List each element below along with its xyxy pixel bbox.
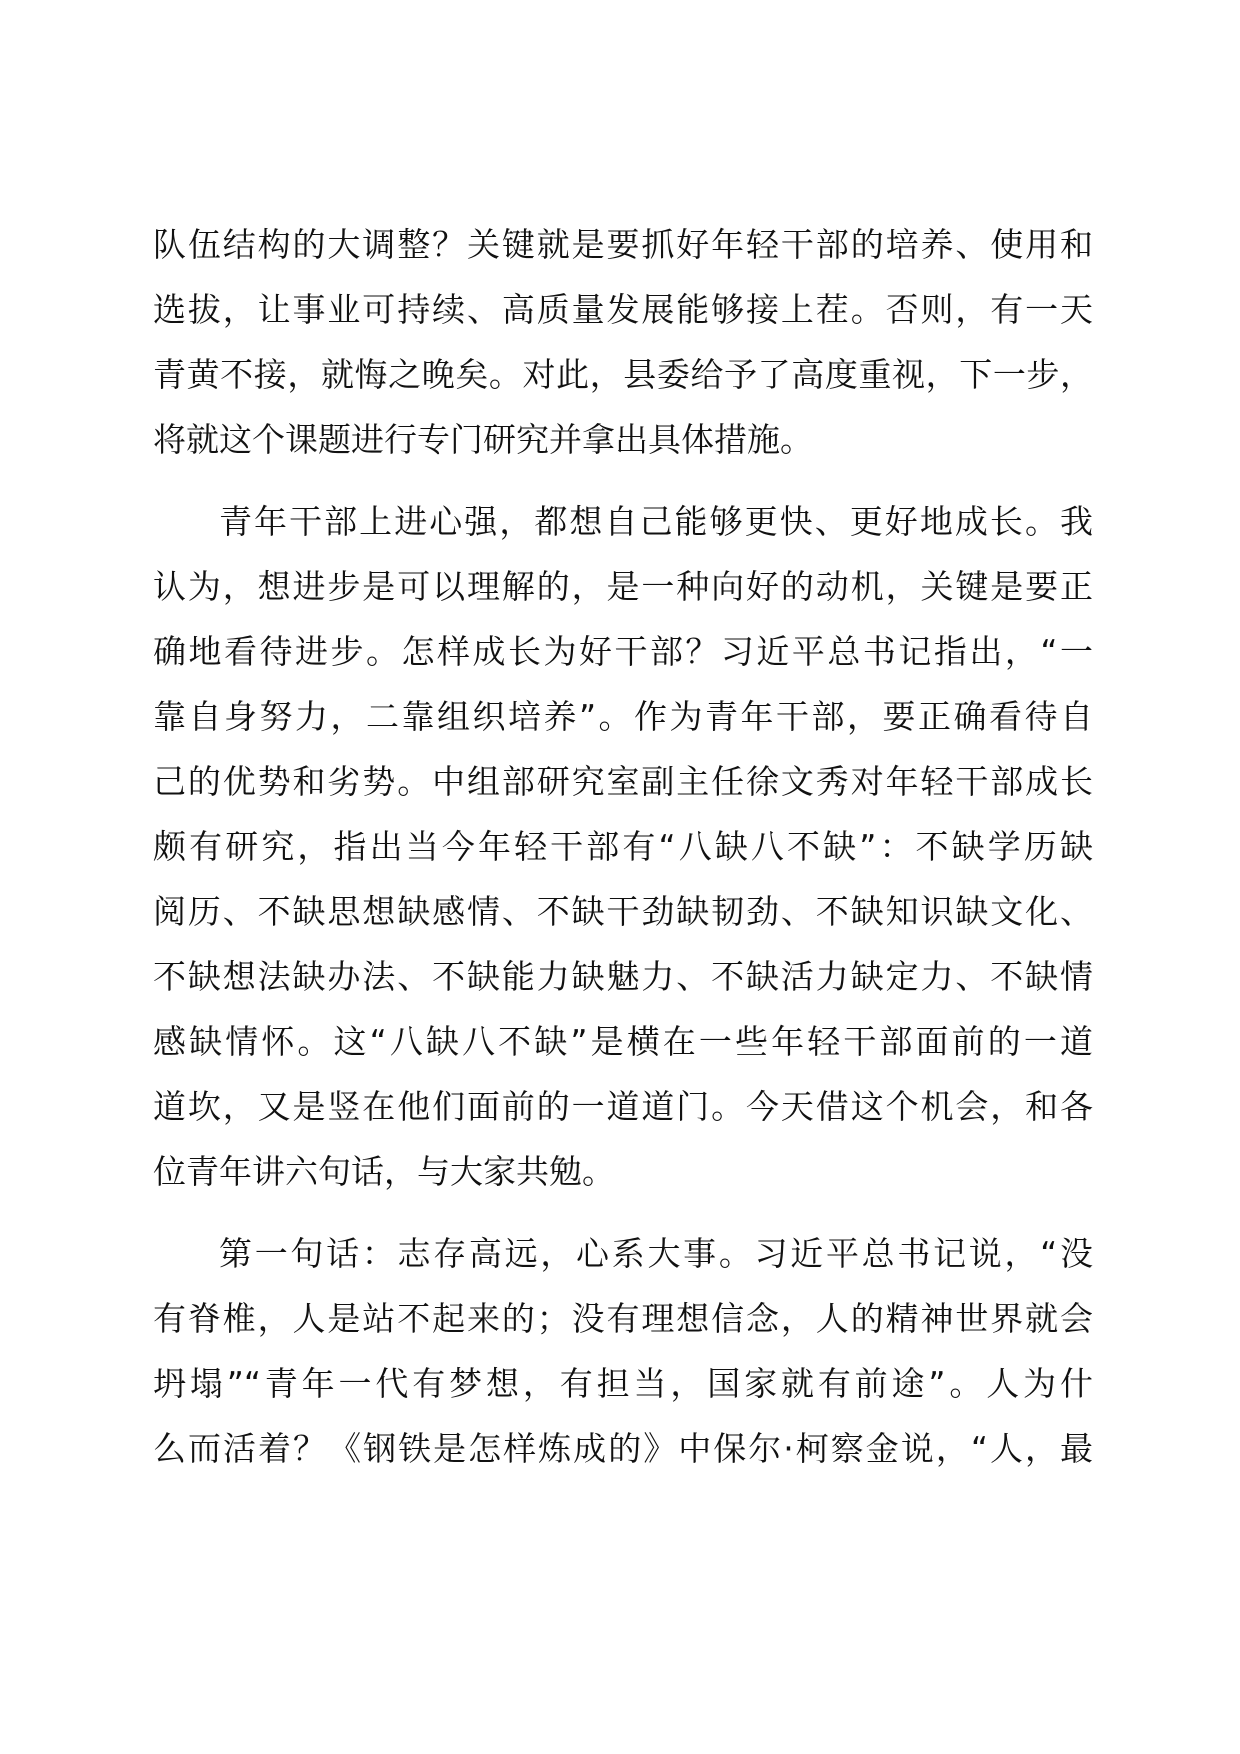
text-line: 青年干部上进心强，都想自己能够更快、更好地成长。我 [219, 502, 1093, 541]
text-line: 确地看待进步。怎样成长为好干部？习近平总书记指出，“一 [153, 632, 1093, 671]
text-line: 青黄不接，就悔之晚矣。对此，县委给予了高度重视，下一步， [153, 355, 1093, 394]
text-line: 将就这个课题进行专门研究并拿出具体措施。 [153, 420, 813, 459]
text-line: 不缺想法缺办法、不缺能力缺魅力、不缺活力缺定力、不缺情 [153, 957, 1093, 996]
text-line: 么而活着？《钢铁是怎样炼成的》中保尔·柯察金说，“人，最 [153, 1429, 1093, 1468]
text-line: 感缺情怀。这“八缺八不缺”是横在一些年轻干部面前的一道 [153, 1022, 1093, 1061]
paragraph-spacer [153, 1204, 1093, 1221]
text-line: 颇有研究，指出当今年轻干部有“八缺八不缺”：不缺学历缺 [153, 827, 1093, 866]
paragraph-2 [153, 489, 1093, 1204]
text-line: 道坎，又是竖在他们面前的一道道门。今天借这个机会，和各 [153, 1087, 1093, 1126]
text-line: 选拔，让事业可持续、高质量发展能够接上茬。否则，有一天 [153, 290, 1093, 329]
paragraph-3 [153, 1221, 1093, 1481]
paragraph-1 [153, 212, 1093, 472]
text-line: 有脊椎，人是站不起来的；没有理想信念，人的精神世界就会 [153, 1299, 1093, 1338]
paragraph-spacer [153, 472, 1093, 489]
text-line: 阅历、不缺思想缺感情、不缺干劲缺韧劲、不缺知识缺文化、 [153, 892, 1093, 931]
document-body [153, 212, 1093, 1481]
text-line: 队伍结构的大调整？关键就是要抓好年轻干部的培养、使用和 [153, 225, 1093, 264]
text-line: 己的优势和劣势。中组部研究室副主任徐文秀对年轻干部成长 [153, 762, 1093, 801]
text-line: 坍塌”“青年一代有梦想，有担当，国家就有前途”。人为什 [153, 1364, 1093, 1403]
text-line: 靠自身努力，二靠组织培养”。作为青年干部，要正确看待自 [153, 697, 1093, 736]
text-line: 第一句话：志存高远，心系大事。习近平总书记说，“没 [219, 1234, 1093, 1273]
text-line: 认为，想进步是可以理解的，是一种向好的动机，关键是要正 [153, 567, 1093, 606]
text-line: 位青年讲六句话，与大家共勉。 [153, 1152, 615, 1191]
